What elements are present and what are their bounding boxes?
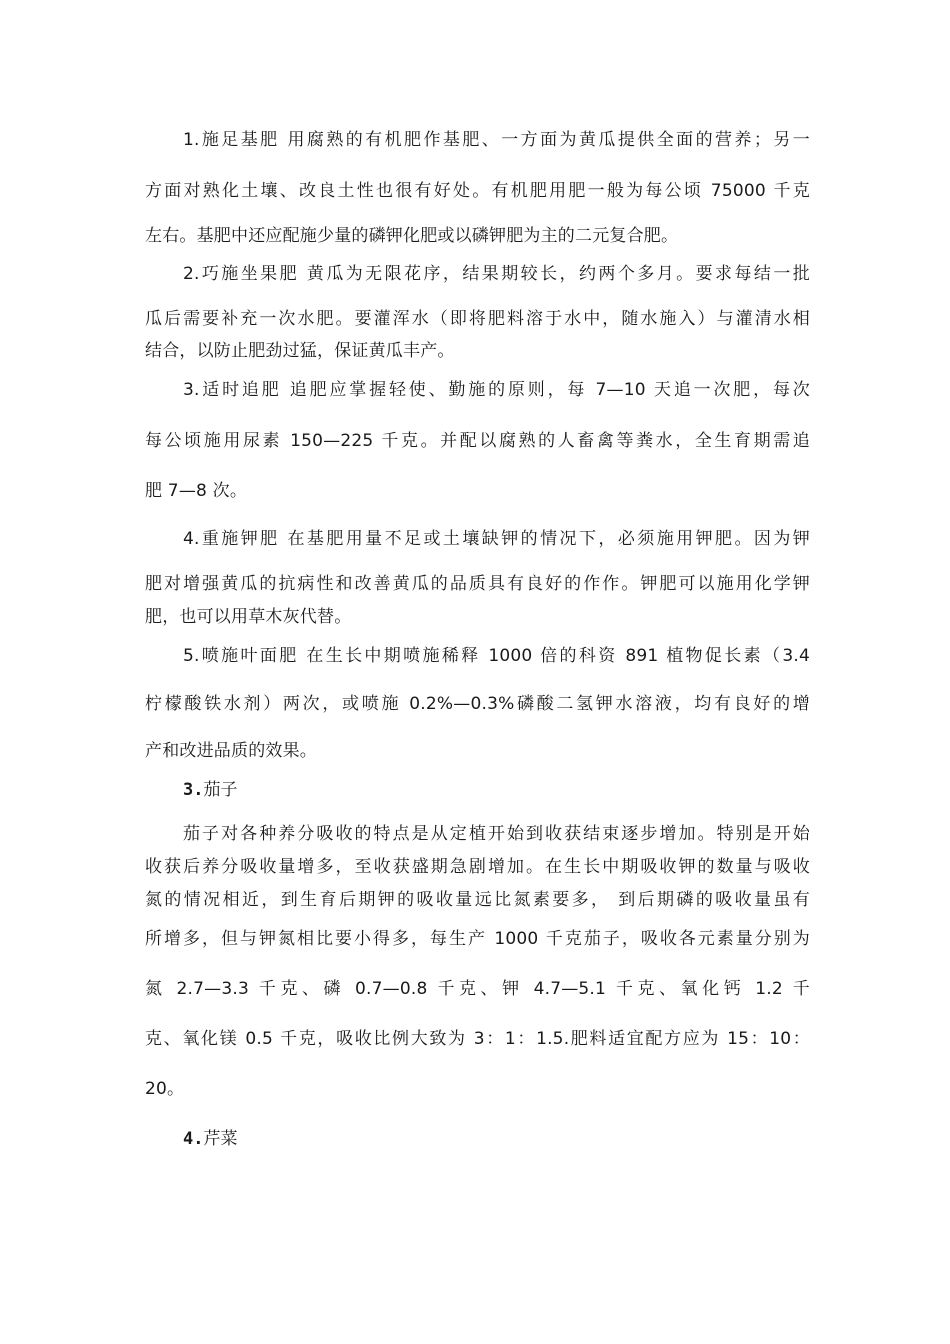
section-heading-number: 3. [183,780,204,800]
section-heading-celery [183,1128,237,1150]
item-1-line-1: 1.施足基肥 用腐熟的有机肥作基肥、一方面为黄瓜提供全面的营养；另一 [183,130,810,150]
item-5-line-2: 柠檬酸铁水剂）两次，或喷施 0.2%—0.3%磷酸二氢钾水溶液，均有良好的增 [145,694,810,714]
section-heading-number: 4. [183,1129,204,1149]
eggplant-line-7: 20。 [145,1079,185,1099]
eggplant-line-5: 氮 2.7—3.3 千克、磷 0.7—0.8 千克、钾 4.7—5.1 千克、氧化钙 1.2 千 [145,979,810,999]
item-5-line-1: 5.喷施叶面肥 在生长中期喷施稀释 1000 倍的科资 891 植物促长素（3.4 [183,646,810,666]
section-heading-text: 茄子 [203,780,238,800]
item-4-line-3: 肥，也可以用草木灰代替。 [145,607,352,627]
item-4-line-1: 4.重施钾肥 在基肥用量不足或土壤缺钾的情况下，必须施用钾肥。因为钾 [183,529,810,549]
item-1-line-3: 左右。基肥中还应配施少量的磷钾化肥或以磷钾肥为主的二元复合肥。 [145,226,679,246]
item-5-line-3: 产和改进品质的效果。 [145,741,317,761]
eggplant-line-1: 茄子对各种养分吸收的特点是从定植开始到收获结束逐步增加。特别是开始 [183,824,810,844]
item-2-line-1: 2.巧施坐果肥 黄瓜为无限花序，结果期较长，约两个多月。要求每结一批 [183,264,810,284]
item-1-line-2: 方面对熟化土壤、改良土性也很有好处。有机肥用肥一般为每公顷 75000 千克 [145,181,810,201]
eggplant-line-4: 所增多，但与钾氮相比要小得多，每生产 1000 千克茄子，吸收各元素量分别为 [145,929,810,949]
item-3-line-3: 肥 7—8 次。 [145,481,248,501]
item-3-line-2: 每公顷施用尿素 150—225 千克。并配以腐熟的人畜禽等粪水，全生育期需追 [145,431,810,451]
item-3-line-1: 3.适时追肥 追肥应掌握轻使、勤施的原则，每 7—10 天追一次肥，每次 [183,380,810,400]
section-heading-eggplant [183,779,237,801]
item-2-line-3: 结合，以防止肥劲过猛，保证黄瓜丰产。 [145,341,455,361]
eggplant-line-2: 收获后养分吸收量增多，至收获盛期急剧增加。在生长中期吸收钾的数量与吸收 [145,857,810,877]
item-2-line-2: 瓜后需要补充一次水肥。要灌浑水（即将肥料溶于水中，随水施入）与灌清水相 [145,309,810,329]
eggplant-line-3: 氮的情况相近，到生育后期钾的吸收量远比氮素要多， 到后期磷的吸收量虽有 [145,890,810,910]
section-heading-text: 芹菜 [203,1129,238,1149]
eggplant-line-6: 克、氧化镁 0.5 千克，吸收比例大致为 3：1：1.5.肥料适宜配方应为 15：10： [145,1029,810,1049]
item-4-line-2: 肥对增强黄瓜的抗病性和改善黄瓜的品质具有良好的作作。钾肥可以施用化学钾 [145,574,810,594]
